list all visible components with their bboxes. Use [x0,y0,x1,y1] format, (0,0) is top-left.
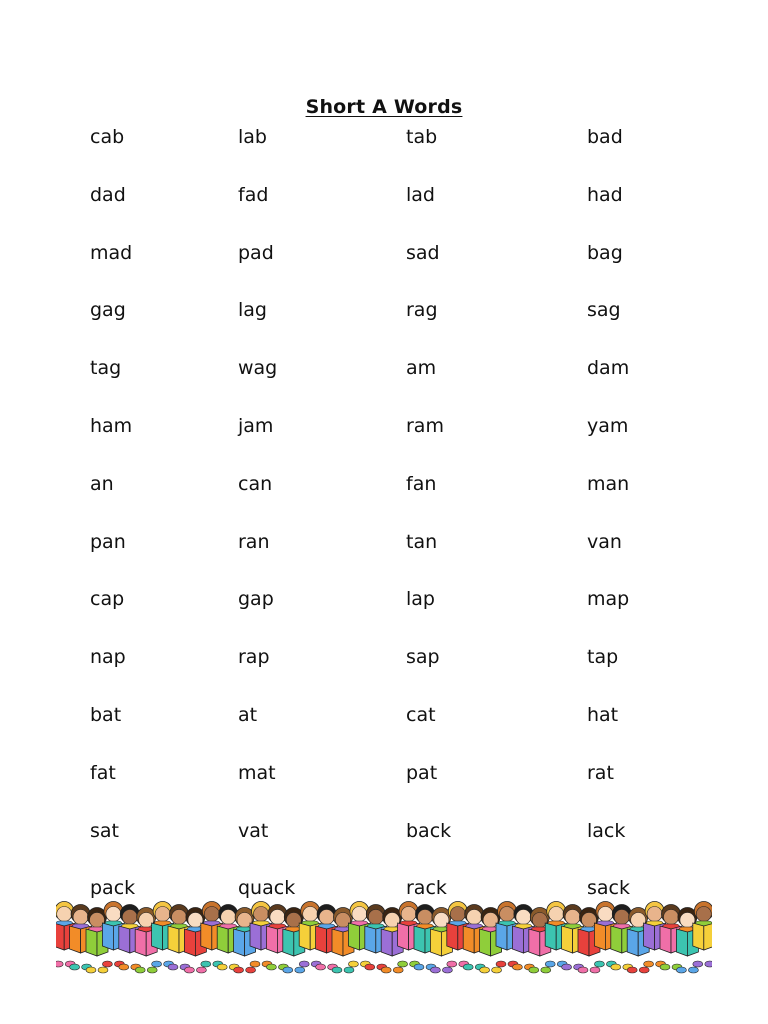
word-item: nap [90,646,126,669]
word-item: lab [238,126,267,148]
word-item: had [587,183,623,206]
word-item: sad [406,241,440,264]
word-item: fad [238,183,269,206]
word-item: lap [406,588,435,611]
word-item: lad [406,183,435,206]
word-item: at [238,704,258,726]
word-item: gap [238,588,274,611]
word-item: can [238,472,273,495]
word-item: fat [90,761,116,784]
word-item: sag [587,299,621,322]
word-item: dam [587,357,630,380]
word-item: cat [406,704,436,726]
children-reading-border [56,892,712,974]
word-item: lag [238,299,267,322]
word-item: map [587,588,630,611]
word-item: rat [587,761,614,784]
word-item: gag [90,299,126,322]
word-item: ran [238,530,270,553]
word-item: bat [90,704,122,726]
word-item: jam [238,415,274,437]
word-item: quack [238,877,296,900]
word-item: rap [238,646,270,669]
word-item: tan [406,530,438,553]
word-item: tab [406,126,438,148]
word-item: vat [238,819,269,842]
word-item: sat [90,819,119,842]
word-item: yam [587,415,629,437]
word-item: pan [90,530,126,553]
word-item: bag [587,241,623,264]
word-item: rack [406,877,447,900]
word-item: bad [587,126,623,148]
word-item: dad [90,183,126,206]
word-item: am [406,357,437,380]
word-item: mat [238,761,276,784]
word-item: fan [406,472,437,495]
word-item: man [587,472,630,495]
page-title: Short A Words [305,96,463,118]
word-item: back [406,819,452,842]
word-item: mad [90,241,133,264]
word-item: pack [90,877,136,900]
word-item: rag [406,299,438,322]
word-item: tap [587,646,619,669]
word-item: wag [238,357,278,380]
child-reading-icon [693,902,712,968]
word-item: cap [90,588,125,611]
word-item: ham [90,415,133,437]
word-item: pad [238,241,274,264]
word-grid [90,124,690,904]
word-item: tag [90,357,122,380]
word-item: van [587,530,622,553]
word-item: cab [90,126,125,148]
word-item: sap [406,646,440,669]
word-item: ram [406,415,444,437]
word-item: pat [406,761,438,784]
word-item: lack [587,819,626,842]
word-item: sack [587,877,630,900]
word-item: an [90,472,114,495]
word-item: hat [587,704,619,726]
